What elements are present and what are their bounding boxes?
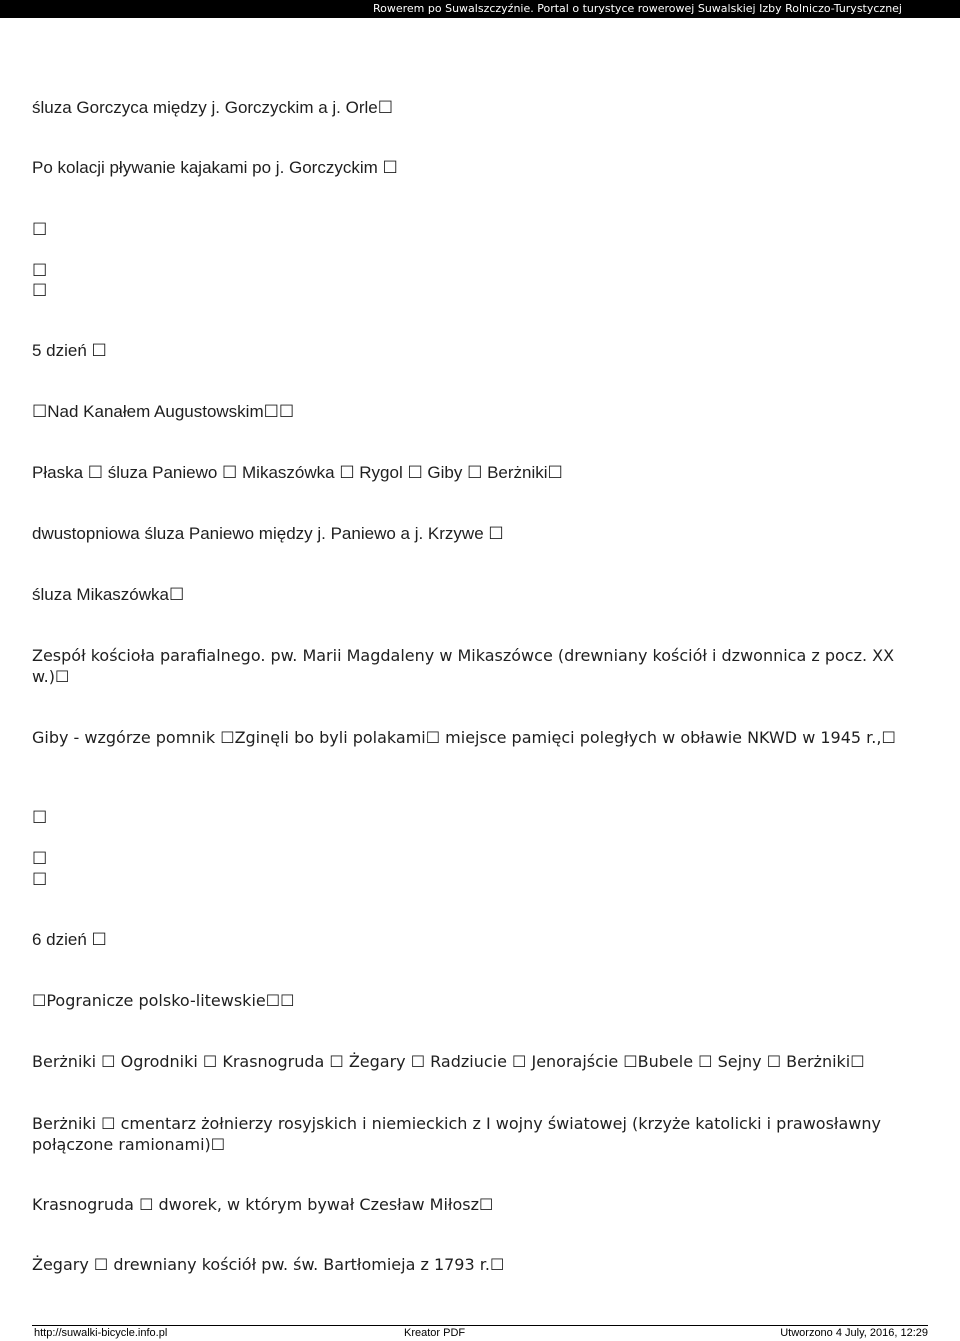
route-line: Płaska ☐ śluza Paniewo ☐ Mikaszówka ☐ Rygol ☐ Giby ☐ Berżniki☐ — [32, 463, 563, 482]
text-line: Po kolacji pływanie kajakami po j. Gorczyckim ☐ — [32, 158, 398, 177]
footer-divider — [32, 1325, 928, 1326]
site-header-title: Rowerem po Suwalszczyźnie. Portal o turystyce rowerowej Suwalskiej Izby Rolniczo-Turystycznej — [372, 2, 902, 15]
placeholder-glyph: ☐ — [32, 870, 48, 889]
footer-created-date: Utworzono 4 July, 2016, 12:29 — [780, 1327, 928, 1339]
text-line: Żegary ☐ drewniany kościół pw. św. Bartłomieja z 1793 r.☐ — [32, 1255, 505, 1274]
text-paragraph: Zespół kościoła parafialnego. pw. Marii Magdaleny w Mikaszówce (drewniany kościół i dzwonnica z pocz. XX w.)☐ — [32, 646, 895, 686]
text-line: dwustopniowa śluza Paniewo między j. Paniewo a j. Krzywe ☐ — [32, 524, 504, 543]
placeholder-glyph: ☐ — [32, 281, 48, 300]
text-line: śluza Mikaszówka☐ — [32, 585, 185, 604]
site-header-bar — [0, 0, 960, 18]
day-subtitle: ☐Pogranicze polsko-litewskie☐☐ — [32, 991, 295, 1010]
footer-generator: Kreator PDF — [404, 1327, 466, 1339]
placeholder-glyph: ☐ — [32, 808, 48, 827]
placeholder-glyph: ☐ — [32, 849, 48, 868]
day-heading: 5 dzień ☐ — [32, 341, 107, 360]
page-footer — [32, 1327, 928, 1341]
footer-url-link[interactable]: http://suwalki-bicycle.info.pl — [34, 1327, 168, 1339]
day-heading: 6 dzień ☐ — [32, 930, 107, 949]
text-paragraph: Berżniki ☐ cmentarz żołnierzy rosyjskich i niemieckich z I wojny światowej (krzyże katolicki i prawosławny połączone ramionami)☐ — [32, 1114, 881, 1154]
route-line: Berżniki ☐ Ogrodniki ☐ Krasnogruda ☐ Żegary ☐ Radziucie ☐ Jenorajście ☐Bubele ☐ Sejny ☐ Berżniki☐ — [32, 1052, 865, 1071]
text-line: Krasnogruda ☐ dworek, w którym bywał Czesław Miłosz☐ — [32, 1195, 494, 1214]
placeholder-glyph: ☐ — [32, 220, 48, 239]
text-paragraph: Giby - wzgórze pomnik ☐Zginęli bo byli polakami☐ miejsce pamięci poległych w obławie NKWD w 1945 r.,☐ — [32, 728, 896, 747]
day-subtitle: ☐Nad Kanałem Augustowskim☐☐ — [32, 402, 295, 421]
placeholder-glyph: ☐ — [32, 261, 48, 280]
text-line: śluza Gorczyca między j. Gorczyckim a j. Orle☐ — [32, 98, 393, 117]
